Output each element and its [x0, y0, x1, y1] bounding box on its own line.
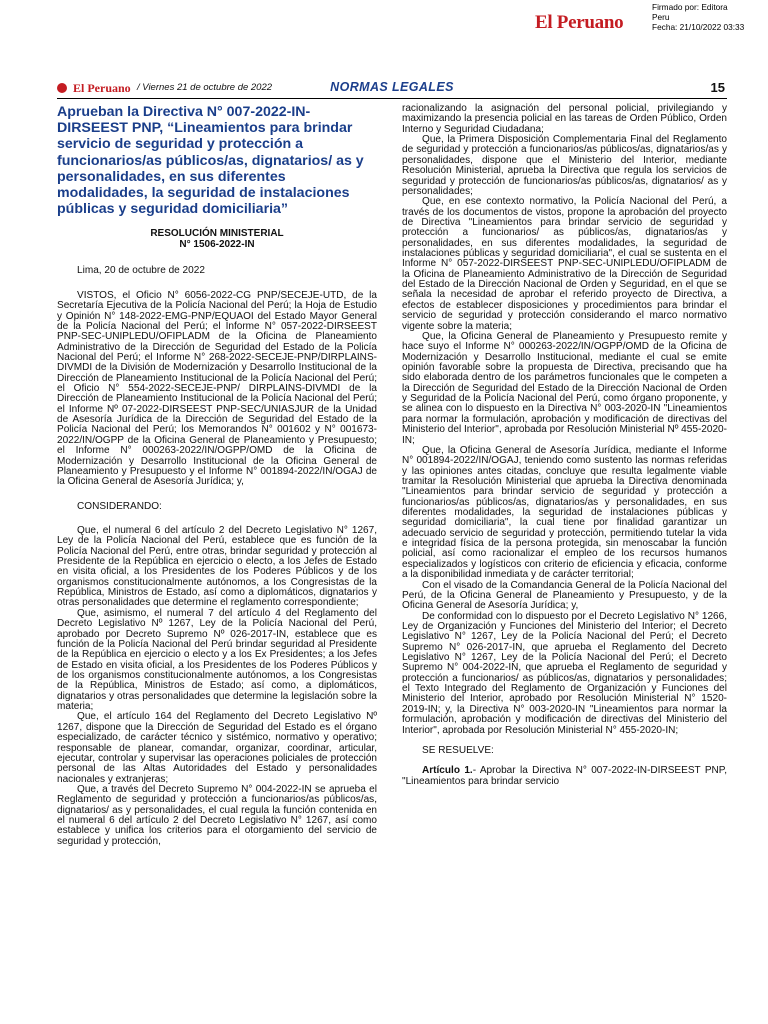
- paragraph: Que, el numeral 6 del artículo 2 del Decreto Legislativo N° 1267, Ley de la Policía Nacional del Perú, establece que es función de la Policía Nacional del Perú, entre otras, brindar seguridad y protección al Presidente de la República en ejercicio o electo, a los Jefes de Estado en visita oficial, a los Presidentes de los Poderes Públicos y de los organismos constitucionalmente autónomos, a los Congresistas de la República, Ministros de Estado, así como a diplomáticos, dignatarios y otras personalidades que determine el reglamento correspondiente;: [57, 524, 377, 609]
- paragraph: racionalizando la asignación del personal policial, privilegiando y maximizando la presencia policial en las tareas de Orden Público, Orden Interno y Seguridad Ciudadana;: [402, 103, 727, 135]
- article-1: [402, 766, 727, 787]
- paragraph: Que, a través del Decreto Supremo N° 004-2022-IN se aprueba el Reglamento de seguridad y protección a funcionarios/as públicos/as, dignatarios/ as y personalidades, el cual regula la función contenida en el numeral 6 del artículo 2 del Decreto Legislativo N° 1267, así como establece y unifica los criterios para el otorgamiento del servicio de seguridad y protección,: [57, 783, 377, 847]
- paragraph: Que, la Oficina General de Asesoría Jurídica, mediante el Informe N° 001894-2022/IN/OGAJ, teniendo como sustento las normas referidas y las opiniones antes citadas, concluye que resulta legalmente viable tramitar la Resolución Ministerial que aprueba la Directiva denominada "Lineamientos para brindar servicio de seguridad y protección a funcionarios/as públicos/as, dignatarios/as y personalidades, en sus diferentes modalidades, la seguridad de instalaciones públicas y seguridad domiciliaria", la cual tiene por finalidad garantizar un adecuado servicio de seguridad y protección, permitiendo tutelar la vida e integridad física de la persona protegida, sin menoscabar la función policial, así como racionalizar el empleo de los recursos humanos especializados y logísticos con criterio de eficiencia y eficacia, conforme a la disponibilidad inmediata y de carácter territorial;: [402, 444, 727, 581]
- right-column: [402, 104, 727, 787]
- signature-line-2: Peru: [652, 12, 670, 22]
- article-1-lead: Artículo 1.: [422, 765, 473, 777]
- paragraph: Con el visado de la Comandancia General de la Policía Nacional del Perú, de la Oficina General de Planeamiento y Presupuesto, y de la Oficina General de Asesoría Jurídica; y,: [402, 579, 727, 612]
- resolution-label: RESOLUCIÓN MINISTERIAL: [150, 228, 284, 240]
- paragraph: Que, la Oficina General de Planeamiento y Presupuesto remite y hace suyo el Informe N° 000263-2022/IN/OGPP/OMD de la Oficina de Modernización y Desarrollo Institucional, mediante el cual se emite opinión favorable sobre la propuesta de Directiva, precisando que ha sido elaborada dentro de los parámetros funcionales que le competen a la Dirección de Seguridad del Estado de la Dirección Nacional de Orden y Seguridad de la Policía Nacional del Perú, como órgano proponente, y se alinea con lo dispuesto en la Directiva N° 003-2020-IN "Lineamientos para normar la formulación, aprobación y modificación de directivas del Ministerio del Interior", aprobada por Resolución Ministerial Nº 455-2020-IN;: [402, 330, 727, 446]
- paragraph: De conformidad con lo dispuesto por el Decreto Legislativo N° 1266, Ley de Organización y Funciones del Ministerio del Interior; el Decreto Legislativo N° 1267, Ley de la Policía Nacional del Perú; el Decreto Supremo N° 026-2017-IN, que aprueba el Reglamento del Decreto Legislativo N° 1267, Ley de la Policía Nacional del Perú; el Decreto Supremo N° 004-2022-IN, que aprueba el Reglamento de seguridad y protección a funcionarios/ as públicos/as, dignatarios y personalidades; el Texto Integrado del Reglamento de Organización y Funciones del Ministerio del Interior, aprobado por Resolución Ministerial N° 1520-2019-IN; y, la Directiva N° 003-2020-IN "Lineamientos para normar la formulación, aprobación y modificación de directivas del Ministerio del Interior", aprobada por Resolución Ministerial N° 455-2020-IN;: [402, 610, 727, 736]
- article-1-text: - Aprobar la Directiva N° 007-2022-IN-DIRSEEST PNP, "Lineamientos para brindar servicio: [402, 765, 727, 787]
- header-date: / Viernes 21 de octubre de 2022: [137, 82, 273, 93]
- signature-line-1: Firmado por: Editora: [652, 2, 728, 12]
- signature-logo: El Peruano: [535, 12, 624, 33]
- resolution-heading: [57, 228, 377, 250]
- section-title: NORMAS LEGALES: [330, 80, 454, 94]
- paragraph: Que, el artículo 164 del Reglamento del Decreto Legislativo Nº 1267, dispone que la Dirección de Seguridad del Estado es el órgano especializado, de carácter técnico y sistémico, normativo y operativo; responsable de planear, comandar, organizar, coordinar, articular, ejecutar, controlar y supervisar las operaciones policiales de protección personal de las Altas Autoridades del Estado y personalidades nacionales y extranjeras;: [57, 711, 377, 785]
- left-column: [57, 104, 377, 847]
- vistos-paragraph: VISTOS, el Oficio N° 6056-2022-CG PNP/SECEJE-UTD, de la Secretaría Ejecutiva de la Policía Nacional del Perú; la Hoja de Estudio y Opinión N° 148-2022-EMG-PNP/EQUAOI del Estado Mayor General de la Policía Nacional del Perú; el Informe N° 057-2022-DIRSEEST PNP-SEC-UNIPLEDU/OFIPLADM de la Oficina de Planeamiento Administrativo de la Dirección de Seguridad del Estado de la Policía Nacional del Perú; el Informe N° 268-2022-SECEJE-PNP/DIRPLAINS-DIVMDI de la División de Modernización y Desarrollo Institucional de la Dirección de Planeamiento Institucional de la Policía Nacional del Perú; el Oficio N° 554-2022-SECEJE-PNP/ DIRPLAINS-DIVMDI de la Dirección de Planeamiento Institucional de la Policía Nacional del Perú; el Informe Nº 07-2022-DIRSEEST PNP-SEC/UNIASJUR de la Unidad de Asesoría Jurídica de la Dirección de Seguridad del Estado de la Policía Nacional del Perú; los Memorandos N° 001602 y N° 001673-2022/IN/OGPP de la Oficina General de Planeamiento y Presupuesto; el Informe N° 000263-2022/IN/OGPP/OMD de la Oficina de Modernización y Desarrollo Institucional de la Oficina General de Planeamiento y Presupuesto y el Informe N° 001894-2022/IN/OGAJ de la Oficina General de Asesoría Jurídica; y,: [57, 289, 377, 488]
- considerando-heading: CONSIDERANDO:: [77, 500, 162, 512]
- digital-signature: [652, 2, 744, 32]
- resolution-number: N° 1506-2022-IN: [179, 239, 255, 251]
- page-number: 15: [710, 80, 725, 95]
- paragraph: Que, en ese contexto normativo, la Policía Nacional del Perú, a través de los documentos de vistos, propone la aprobación del proyecto de Directiva "Lineamientos para brindar servicio de seguridad y protección a funcionarios/ as públicos/as, dignatarios/as y personalidades, en sus diferentes modalidades, la seguridad de instalaciones públicas y seguridad domiciliaria", el cual se sustenta en el Informe N° 057-2022-DIRSEEST PNP-SEC-UNIPLEDU/OFIPLADM de la Oficina de Planeamiento Administrativo de la Dirección de Seguridad del Estado de la Dirección Nacional de Orden y Seguridad, en el que se señala la necesidad de aprobar el referido proyecto de Directiva, a efectos de establecer disposiciones y procedimientos para brindar el servicio de seguridad y protección considerando el marco normativo vigente sobre la materia;: [402, 196, 727, 332]
- paragraph: Que, asimismo, el numeral 7 del artículo 4 del Reglamento del Decreto Legislativo Nº 1267, Ley de la Policía Nacional del Perú, aprobado por Decreto Supremo Nº 026-2017-IN, establece que es función de la Policía Nacional del Perú brindar seguridad al Presidente de la República en ejercicio o electo y a los Ex Presidentes; a los Jefes de Estado en visita oficial, a los Presidentes de los Poderes Públicos y de los organismos constitucionalmente autónomos, a los Congresistas de la República, Ministros de Estado; así como, a diplomáticos, dignatarios y otras personalidades que determine la legislación sobre la materia;: [57, 607, 377, 713]
- header-logo: El Peruano: [73, 81, 131, 95]
- se-resuelve-heading: SE RESUELVE:: [422, 744, 494, 756]
- document-title: Aprueban la Directiva N° 007-2022-IN-DIRSEEST PNP, “Lineamientos para brindar servicio de seguridad y protección a funcionarios/as públicos/as, dignatarios/ as y personalidades, en sus diferentes modalidades, la seguridad de instalaciones públicas y seguridad domiciliaria”: [57, 104, 364, 218]
- running-header: [57, 80, 727, 99]
- signature-line-3: Fecha: 21/10/2022 03:33: [652, 22, 745, 32]
- paragraph: Que, la Primera Disposición Complementaria Final del Reglamento de seguridad y protección a funcionarios/as públicos/as, dignatarios/as y personalidades, dispone que el Ministerio del Interior, mediante Resolución Ministerial, aprueba la Directiva que regula los servicios de seguridad y protección de funcionarios/as públicos/as, dignatarios/ as y personalidades;: [402, 134, 727, 197]
- place-date: Lima, 20 de octubre de 2022: [77, 265, 205, 277]
